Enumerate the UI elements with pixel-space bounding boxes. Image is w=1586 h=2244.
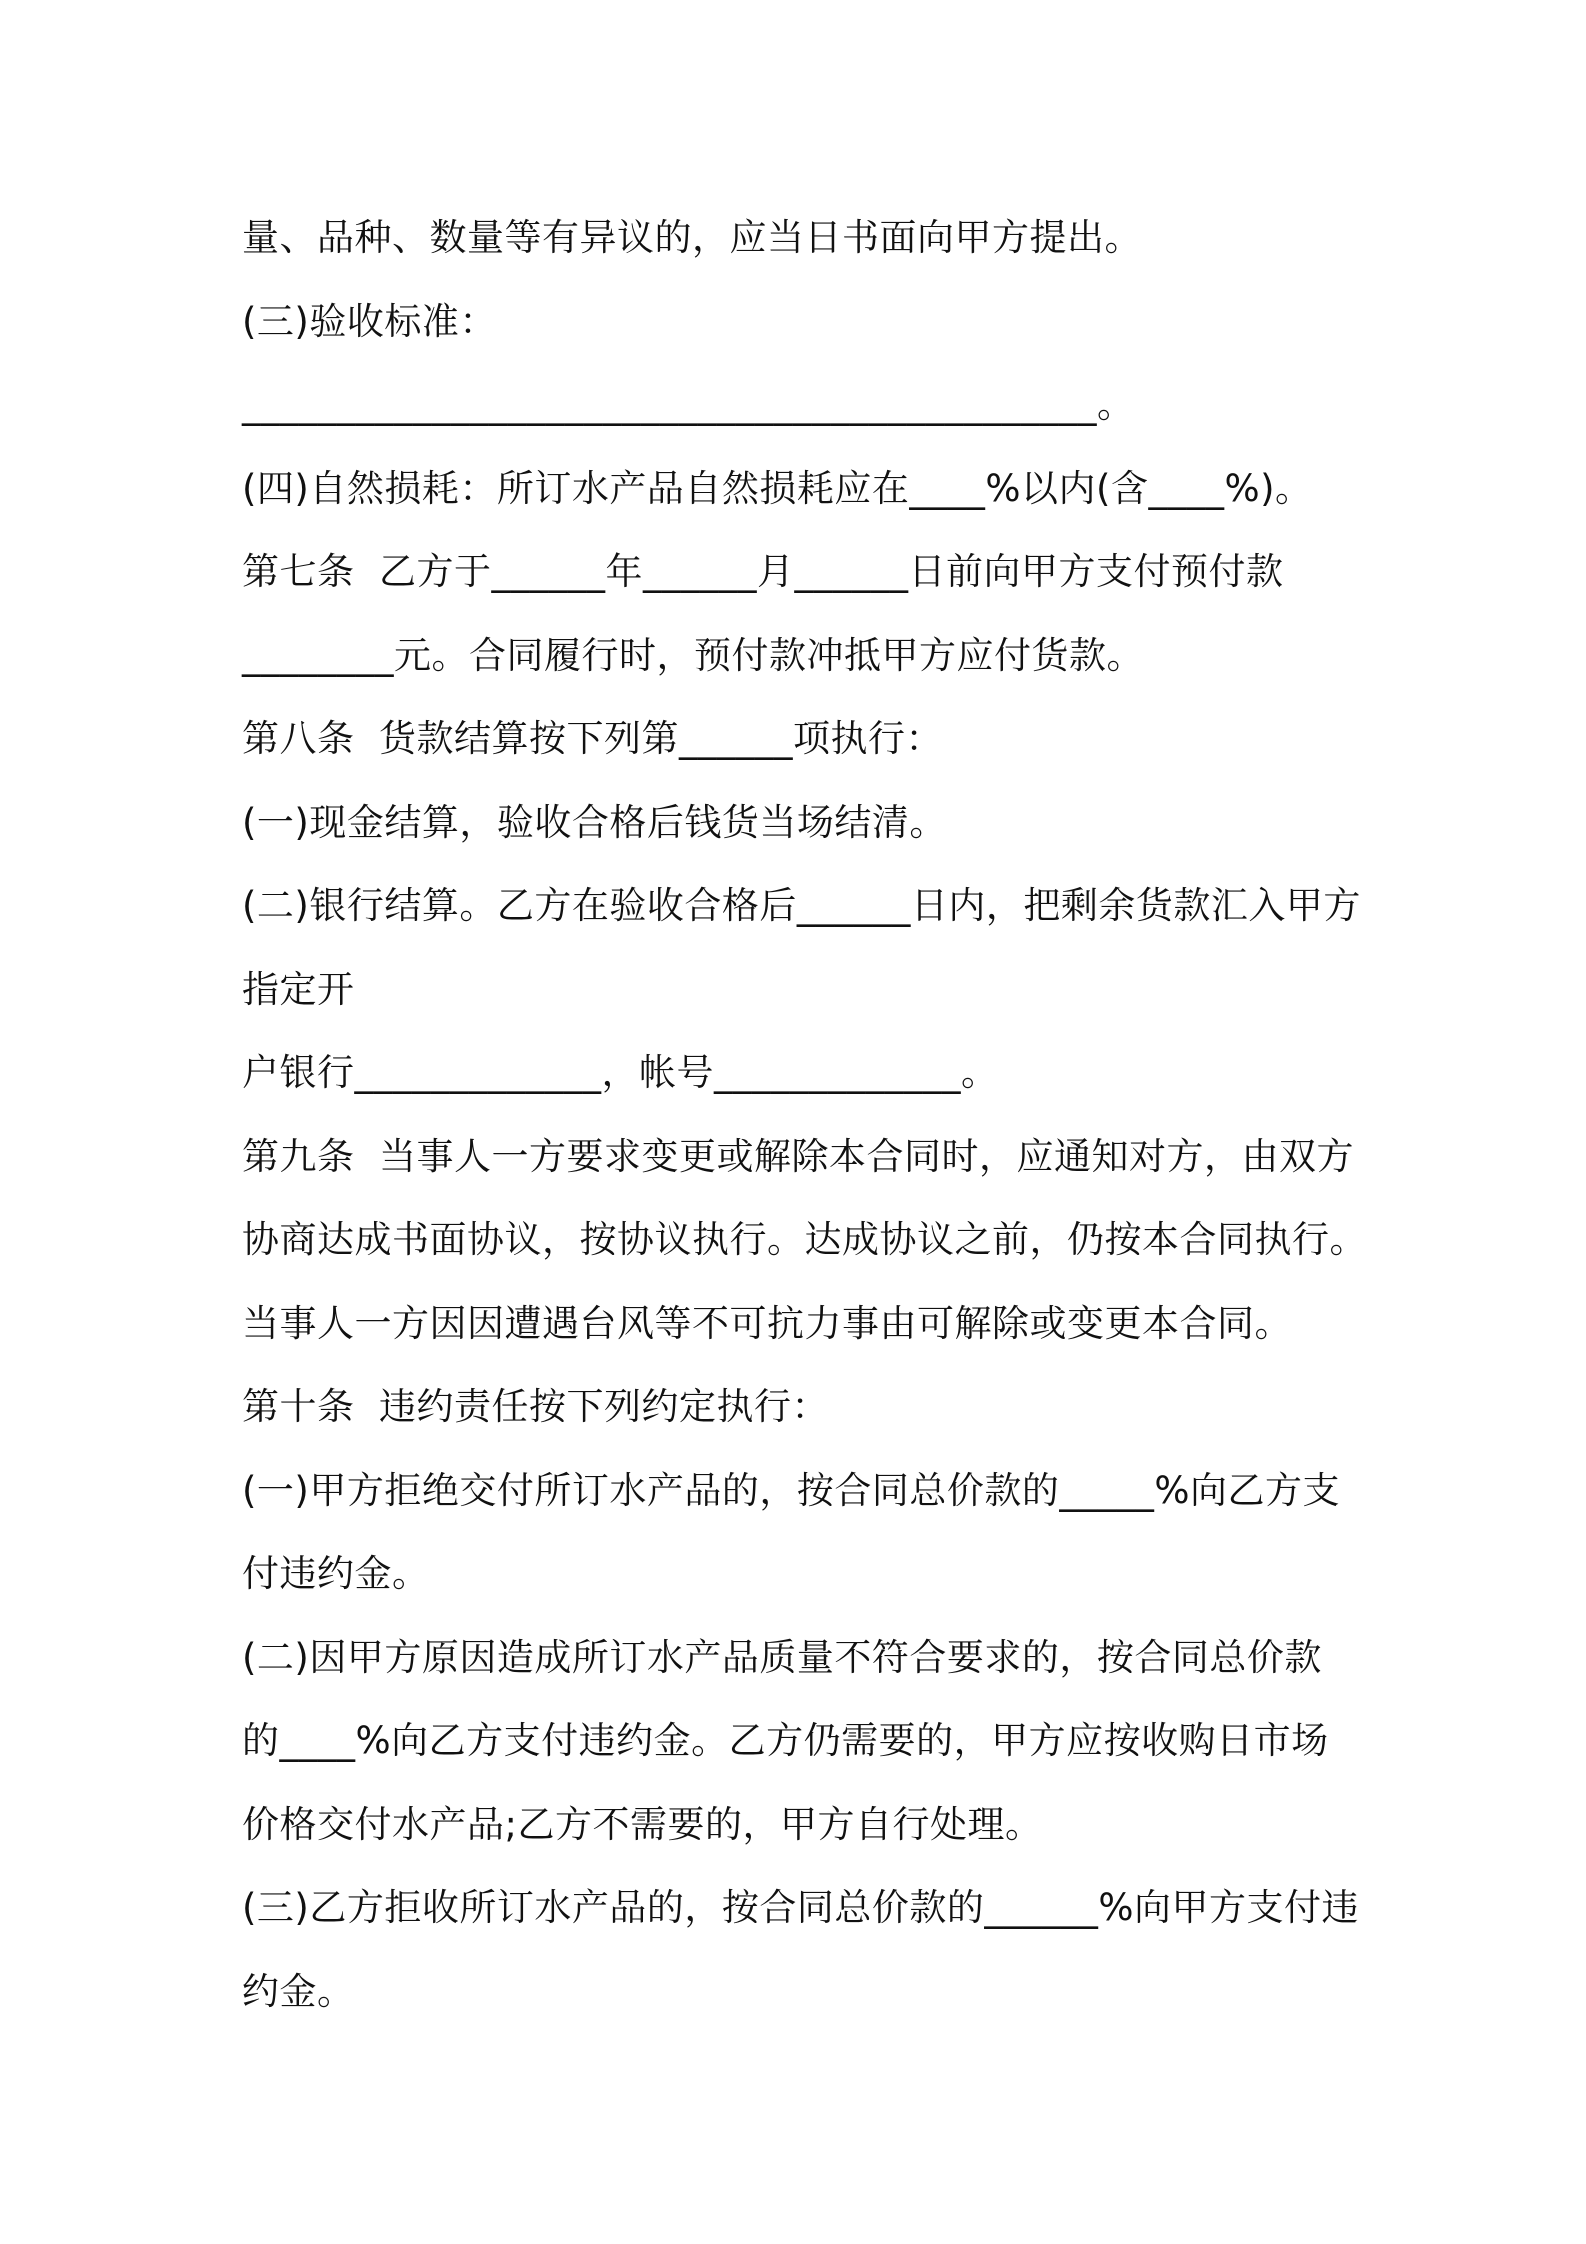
text-line: (一)现金结算，验收合格后钱货当场结清。 (242, 800, 947, 844)
text-line: 约金。 (242, 1969, 355, 2013)
text-line: (三)乙方拒收所订水产品的，按合同总价款的______%向甲方支付违 (242, 1886, 1360, 1929)
section-heading: (三)验收标准： (242, 299, 497, 343)
article-7: 第七条 乙方于______年______月______日前向甲方支付预付款 (242, 550, 1284, 593)
text-line: 的____%向乙方支付违约金。乙方仍需要的，甲方应按收购日市场 (242, 1719, 1329, 1762)
text-line: ________元。合同履行时，预付款冲抵甲方应付货款。 (242, 633, 1144, 677)
article-9: 第九条 当事人一方要求变更或解除本合同时，应通知对方，由双方 (242, 1134, 1355, 1178)
document-body (242, 196, 1367, 2033)
text-line: 量、品种、数量等有异议的，应当日书面向甲方提出。 (242, 216, 1142, 259)
text-line: (四)自然损耗：所订水产品自然损耗应在____%以内(含____%)。 (242, 466, 1313, 510)
text-line: 指定开 (242, 967, 355, 1011)
article-8: 第八条 货款结算按下列第______项执行： (242, 717, 944, 760)
text-line: 户银行_____________，帐号_____________。 (242, 1051, 999, 1094)
text-line: (二)因甲方原因造成所订水产品质量不符合要求的，按合同总价款 (242, 1635, 1322, 1679)
article-10: 第十条 违约责任按下列约定执行： (242, 1385, 830, 1428)
text-line: (二)银行结算。乙方在验收合格后______日内，把剩余货款汇入甲方 (242, 884, 1361, 927)
text-line: (一)甲方拒绝交付所订水产品的，按合同总价款的_____%向乙方支 (242, 1468, 1341, 1512)
text-line: 付违约金。 (242, 1552, 430, 1595)
blank-fill-line: _____________________________________________。 (242, 383, 1135, 426)
text-line: 价格交付水产品;乙方不需要的，甲方自行处理。 (242, 1802, 1043, 1846)
text-line: 协商达成书面协议，按协议执行。达成协议之前，仍按本合同执行。 (242, 1218, 1367, 1261)
text-line: 当事人一方因因遭遇台风等不可抗力事由可解除或变更本合同。 (242, 1301, 1292, 1345)
